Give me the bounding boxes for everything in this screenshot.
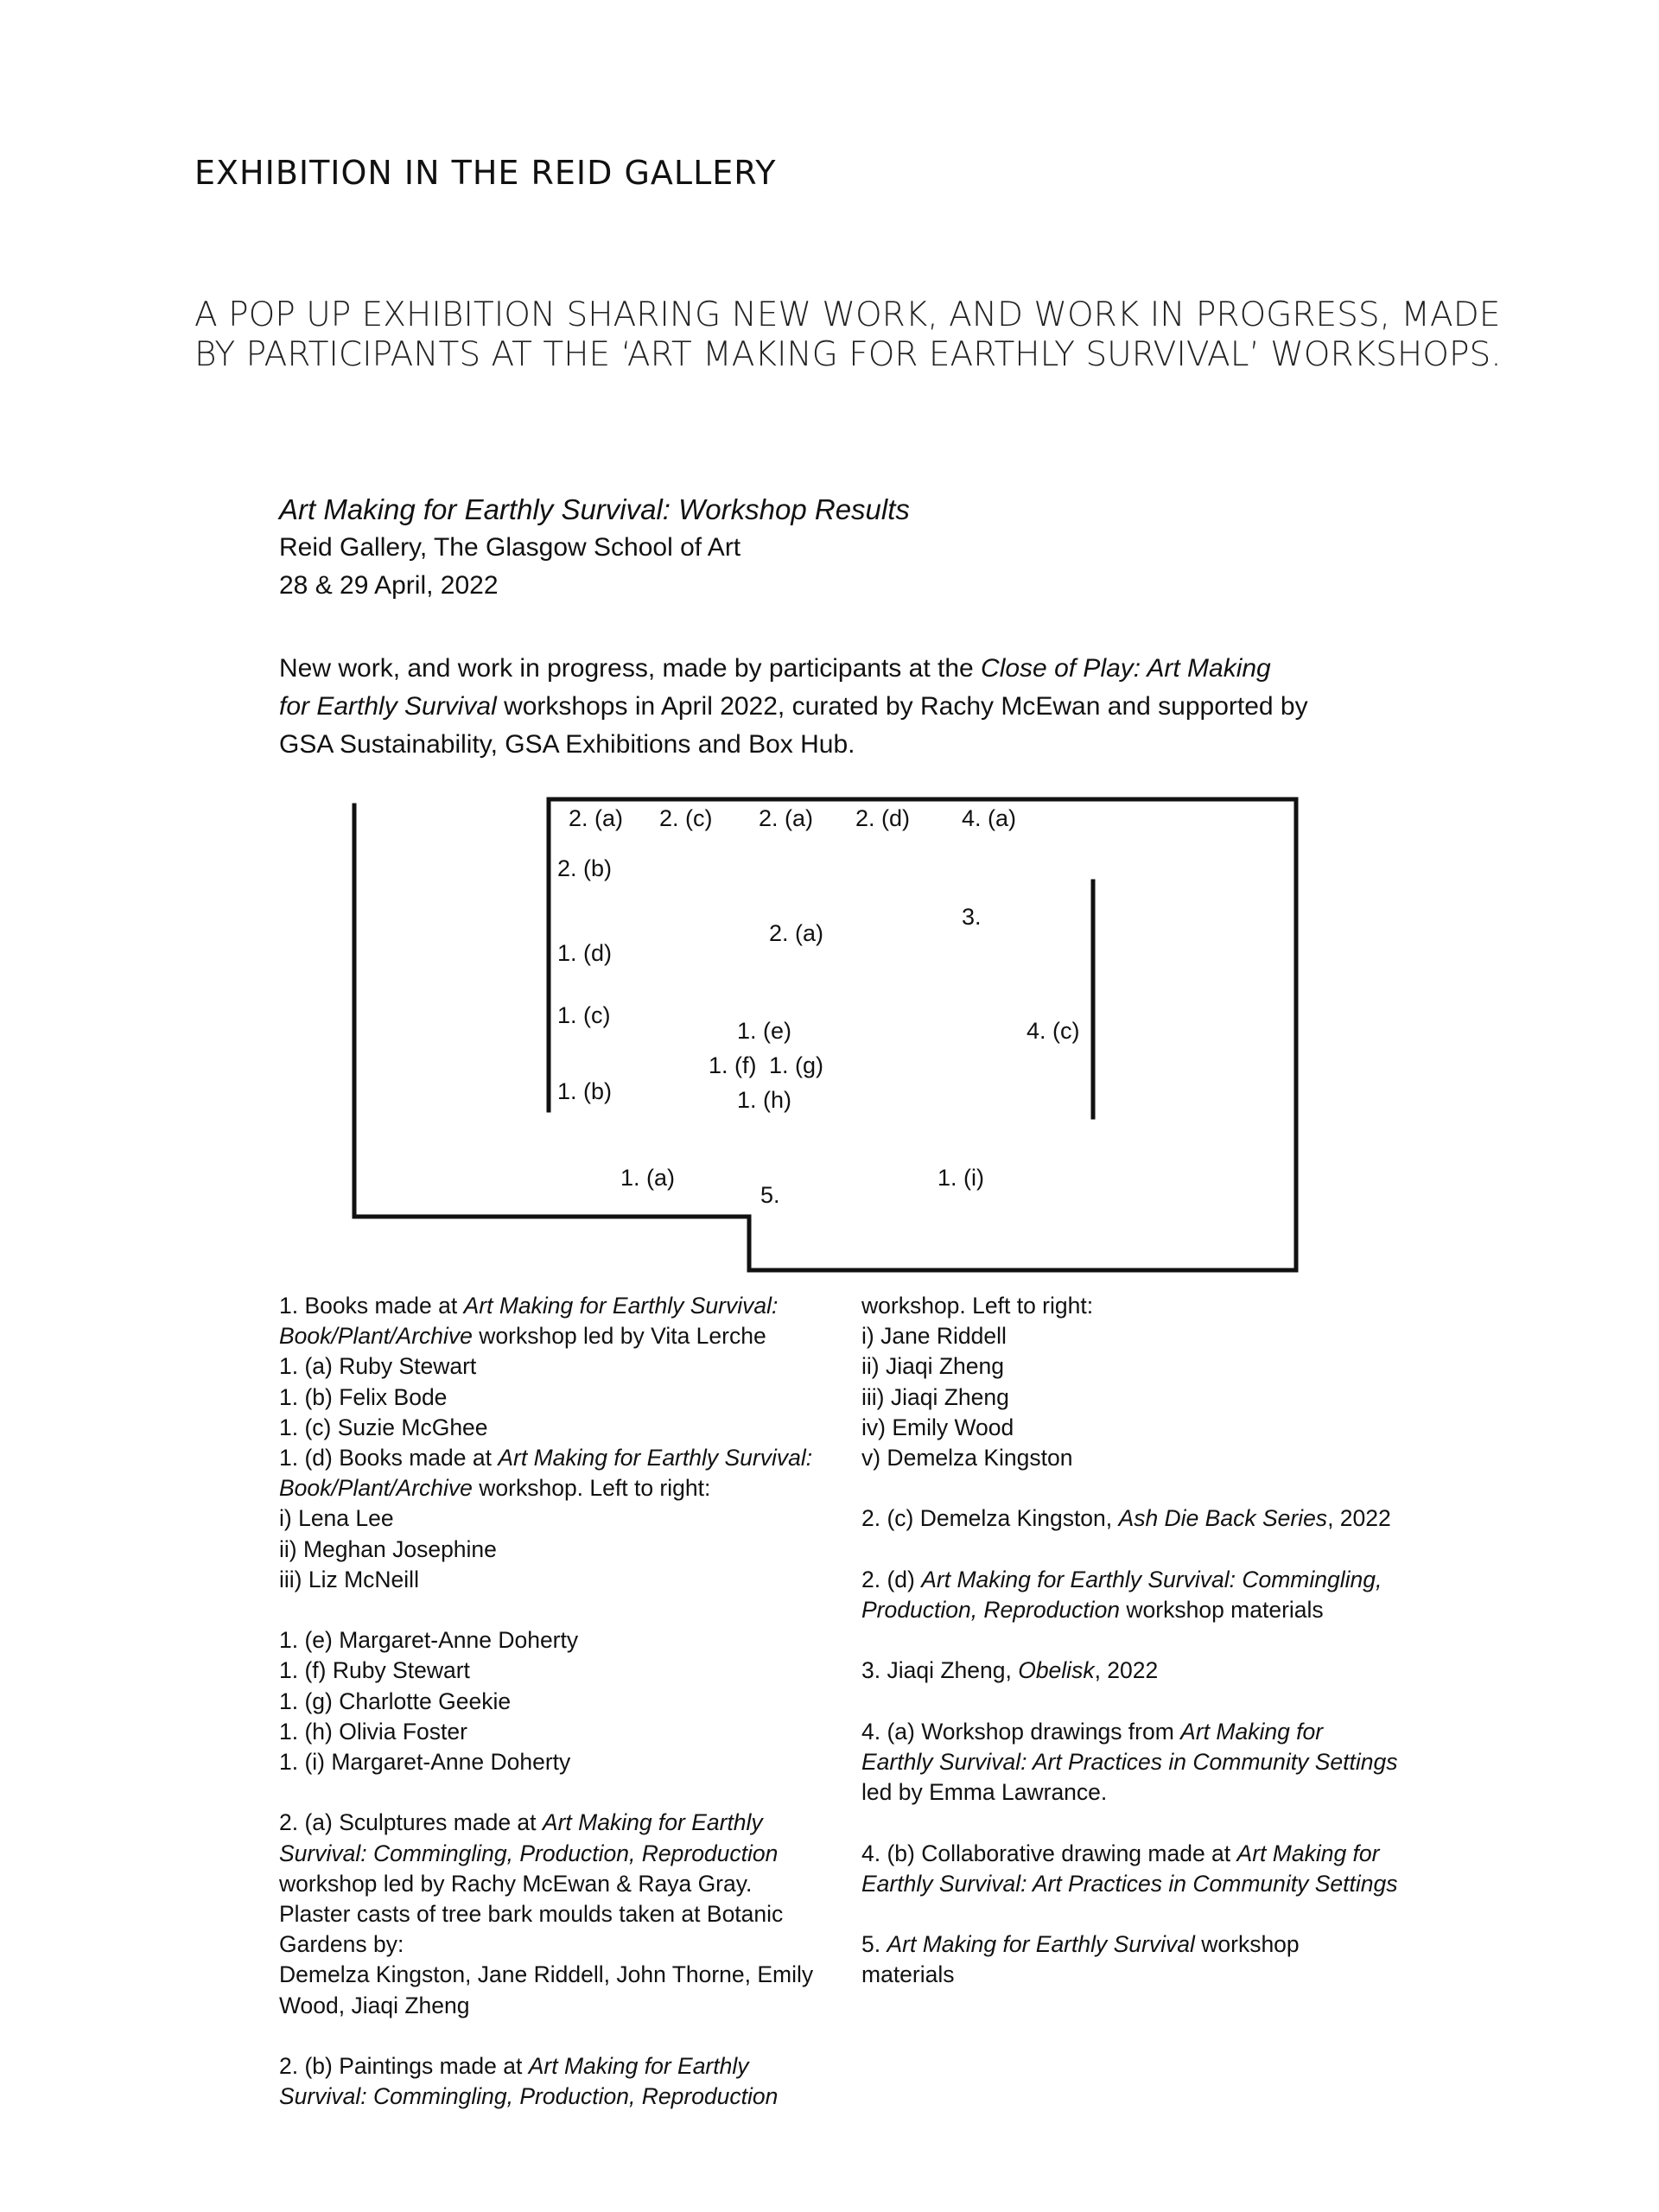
description-line: GSA Sustainability, GSA Exhibitions and Box Hub.: [279, 730, 855, 759]
text: Art Making for Earthly: [528, 2053, 749, 2080]
legend-line: [861, 1503, 1398, 1534]
text: New work, and work in progress, made by participants at the: [279, 654, 982, 683]
spacer: [861, 1473, 1398, 1503]
plan-label-1c: 1. (c): [557, 1002, 611, 1028]
exhibition-meta: [279, 491, 910, 605]
spacer: [861, 1687, 1398, 1717]
text: workshops in April 2022, curated by Rachy McEwan and supported by: [496, 692, 1308, 721]
text: Art Making for Earthly: [542, 1809, 763, 1836]
text: Obelisk: [1018, 1657, 1095, 1684]
exhibition-description: [279, 650, 1402, 764]
exhibition-title: Art Making for Earthly Survival: Workshop Results: [279, 493, 910, 525]
legend-line: [861, 1595, 1398, 1625]
legend-line: Gardens by:: [279, 1931, 404, 1958]
spacer: [861, 1625, 1398, 1656]
text: 4. (b) Collaborative drawing made at: [861, 1840, 1237, 1866]
plan-label-2d: 2. (d): [855, 805, 911, 831]
exhibition-dates: 28 & 29 April, 2022: [279, 571, 499, 600]
spacer: [279, 1595, 813, 1625]
text: Art Making for Earthly Survival: [887, 1931, 1195, 1958]
text: Book/Plant/Archive: [279, 1475, 473, 1502]
text: Art Making for Earthly Survival:: [498, 1445, 813, 1471]
legend-line: iii) Jiaqi Zheng: [861, 1383, 1009, 1410]
spacer: [861, 1535, 1398, 1565]
text: 2. (a) Sculptures made at: [279, 1809, 543, 1836]
text: for Earthly Survival: [279, 692, 497, 721]
text: Close of Play: Art Making: [981, 654, 1271, 683]
legend-line: [279, 1321, 813, 1351]
legend-line: 1. (b) Felix Bode: [279, 1383, 448, 1410]
text: 2. (b) Paintings made at: [279, 2053, 529, 2080]
text: Production, Reproduction: [861, 1597, 1121, 1623]
plan-label-2a: 2. (a): [569, 805, 624, 831]
text: 5.: [861, 1931, 887, 1958]
plan-label-4a: 4. (a): [962, 805, 1017, 831]
legend-line: [861, 1869, 1398, 1899]
plan-label-1f: 1. (f): [709, 1052, 757, 1078]
legend-line: v) Demelza Kingston: [861, 1445, 1073, 1471]
text: Book/Plant/Archive: [279, 1323, 473, 1350]
spacer: [861, 1899, 1398, 1929]
text: 4. (a) Workshop drawings from: [861, 1718, 1181, 1745]
plan-label-4c: 4. (c): [1027, 1018, 1080, 1044]
text: Survival: Commingling, Production, Reproduction: [279, 2083, 779, 2110]
legend-line: [861, 1839, 1398, 1869]
intro-line-1: A POP UP EXHIBITION SHARING NEW WORK, AND WORK IN PROGRESS, MADE: [194, 296, 1501, 334]
legend-line: workshop led by Rachy McEwan & Raya Gray.: [279, 1870, 753, 1897]
spacer: [279, 2021, 813, 2051]
text: Earthly Survival: Art Practices in Community Settings: [861, 1870, 1398, 1897]
legend-line: led by Emma Lawrance.: [861, 1779, 1108, 1806]
description-line: [279, 688, 1402, 726]
legend-line: [279, 1291, 813, 1321]
text: Art Making for: [1180, 1718, 1324, 1745]
spacer: [861, 1808, 1398, 1838]
plan-label-3: 3.: [962, 904, 982, 930]
text: Survival: Commingling, Production, Reproduction: [279, 1840, 779, 1866]
intro-text: [194, 296, 1577, 375]
text: , 2022: [1094, 1657, 1159, 1684]
legend-column-2: [861, 1291, 1398, 1991]
plan-label-1a: 1. (a): [620, 1165, 676, 1191]
text: Earthly Survival: Art Practices in Community Settings: [861, 1748, 1398, 1775]
text: 2. (c) Demelza Kingston,: [861, 1505, 1119, 1532]
legend-line: [279, 2082, 813, 2112]
text: Art Making for Earthly Survival: Commingling,: [921, 1566, 1382, 1592]
legend-line: ii) Meghan Josephine: [279, 1535, 497, 1562]
plan-label-2a: 2. (a): [759, 805, 814, 831]
plan-label-1d: 1. (d): [557, 940, 613, 966]
text: 2. (d): [861, 1566, 922, 1592]
legend-line: 1. (a) Ruby Stewart: [279, 1353, 477, 1380]
legend-line: materials: [861, 1961, 955, 1988]
legend-line: [279, 1443, 813, 1473]
plan-outer-wall: [354, 799, 1296, 1270]
legend-line: ii) Jiaqi Zheng: [861, 1353, 1004, 1380]
text: Art Making for Earthly Survival:: [463, 1293, 779, 1319]
legend-line: [861, 1929, 1398, 1960]
plan-label-1g: 1. (g): [769, 1052, 824, 1078]
plan-label-2b: 2. (b): [557, 855, 613, 881]
legend-line: iii) Liz McNeill: [279, 1566, 419, 1592]
legend-column-1: [279, 1291, 813, 2112]
text: workshop: [1194, 1931, 1300, 1958]
legend-line: workshop. Left to right:: [861, 1293, 1094, 1319]
legend-line: Wood, Jiaqi Zheng: [279, 1992, 470, 2018]
intro-line-2: BY PARTICIPANTS AT THE ‘ART MAKING FOR EARTHLY SURVIVAL’ WORKSHOPS.: [194, 335, 1502, 374]
text: workshop materials: [1120, 1597, 1324, 1623]
spacer: [279, 1777, 813, 1808]
description-line: [279, 650, 1402, 688]
plan-label-2c: 2. (c): [659, 805, 713, 831]
legend-line: 1. (f) Ruby Stewart: [279, 1657, 470, 1684]
legend-line: i) Jane Riddell: [861, 1323, 1007, 1350]
plan-label-1b: 1. (b): [557, 1078, 613, 1104]
legend-line: [279, 1839, 813, 1869]
legend-line: 1. (c) Suzie McGhee: [279, 1414, 488, 1440]
plan-label-1i: 1. (i): [938, 1165, 984, 1191]
legend-line: [279, 1473, 813, 1503]
plan-label-2a: 2. (a): [769, 920, 824, 946]
text: workshop. Left to right:: [472, 1475, 711, 1502]
legend-line: 1. (g) Charlotte Geekie: [279, 1688, 512, 1714]
legend-line: 1. (e) Margaret-Anne Doherty: [279, 1627, 579, 1654]
page-heading: EXHIBITION IN THE REID GALLERY: [194, 154, 777, 192]
legend-line: [279, 2051, 813, 2082]
legend-line: [861, 1717, 1398, 1747]
legend-line: Demelza Kingston, Jane Riddell, John Thorne, Emily: [279, 1961, 814, 1988]
plan-label-1e: 1. (e): [737, 1018, 792, 1044]
text: workshop led by Vita Lerche: [472, 1323, 766, 1350]
text: 1. (d) Books made at: [279, 1445, 499, 1471]
text: Ash Die Back Series: [1118, 1505, 1328, 1532]
legend-line: [861, 1747, 1398, 1777]
legend-line: iv) Emily Wood: [861, 1414, 1014, 1440]
exhibition-venue: Reid Gallery, The Glasgow School of Art: [279, 533, 741, 562]
text: 3. Jiaqi Zheng,: [861, 1657, 1019, 1684]
legend-line: i) Lena Lee: [279, 1505, 394, 1532]
legend-line: 1. (i) Margaret-Anne Doherty: [279, 1749, 571, 1776]
text: , 2022: [1327, 1505, 1391, 1532]
legend-line: [861, 1656, 1398, 1686]
legend-line: Plaster casts of tree bark moulds taken at Botanic: [279, 1901, 784, 1928]
legend-line: [279, 1808, 813, 1838]
legend-line: [861, 1565, 1398, 1595]
text: 1. Books made at: [279, 1293, 464, 1319]
plan-label-5: 5.: [760, 1182, 780, 1208]
plan-label-1h: 1. (h): [737, 1087, 792, 1113]
text: Art Making for: [1236, 1840, 1380, 1866]
legend-line: 1. (h) Olivia Foster: [279, 1718, 467, 1745]
